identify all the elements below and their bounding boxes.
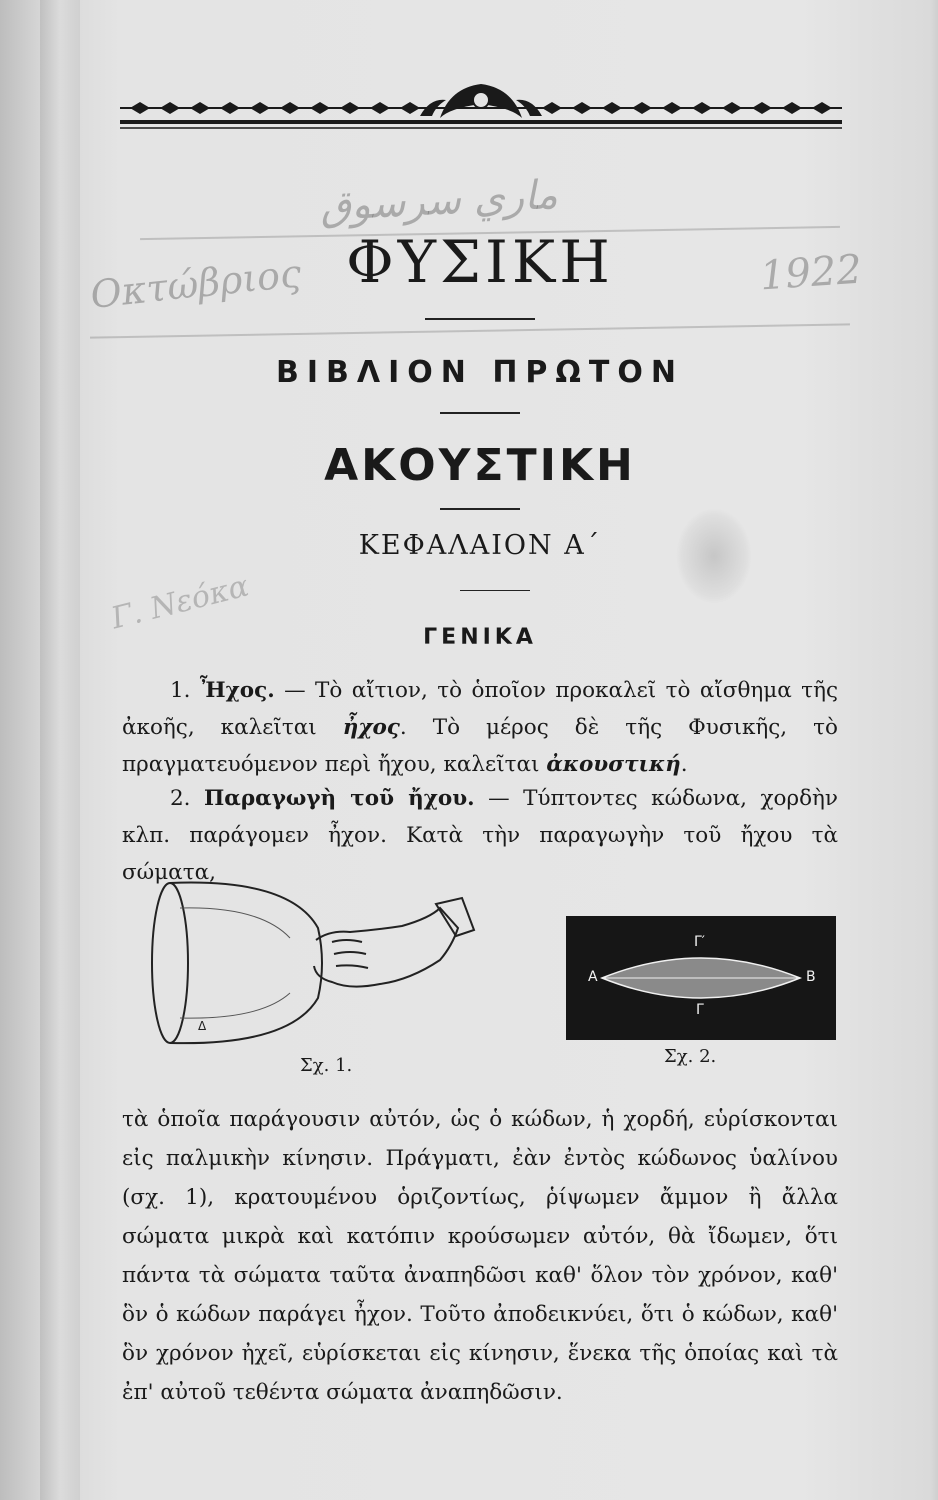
divider bbox=[440, 412, 520, 414]
paragraph-text: . Τὸ μέρος δὲ τῆς Φυσικῆς, τὸ πραγματευόμενον περὶ ἤχου, καλεῖται bbox=[122, 715, 838, 777]
figure-1-mark: Δ bbox=[198, 1019, 207, 1033]
divider bbox=[440, 508, 520, 510]
figure-2-string-diagram bbox=[566, 916, 836, 1040]
ornament-icon bbox=[120, 78, 842, 138]
book-part-title: ΒΙΒΛΙΟΝ ΠΡΩΤΟΝ bbox=[275, 355, 684, 390]
paragraph-text: — Τὸ αἴτιον, τὸ ὁποῖον προκαλεῖ τὸ αἴσθημα τῆς ἀκοῆς, καλεῖται bbox=[122, 678, 838, 740]
pencil-note-left: Οκτώβριος bbox=[88, 251, 304, 317]
paragraph-term: ἦχος bbox=[342, 715, 400, 740]
paragraph-3 bbox=[122, 1100, 838, 1412]
subsection-title: ΓΕΝΙΚΑ bbox=[423, 625, 537, 650]
paragraph-term: ἀκουστική bbox=[546, 752, 681, 777]
figure-2-label-bottom: Γ bbox=[696, 1002, 704, 1018]
paragraph-text: τὰ ὁποῖα παράγουσιν αὐτόν, ὡς ὁ κώδων, ἡ χορδή, εὑρίσκονται εἰς παλμικὴν κίνησιν. Πράγματι, ἐὰν ἐντὸς κώδωνος ὑαλίνου (σχ. 1), κρατουμένου ὁριζοντίως, ῥίψωμεν ἄμμον ἢ ἄλλα σώματα μικρὰ καὶ κατόπιν κρούσωμεν αὐτόν, θὰ ἴδωμεν, ὅτι πάντα τὰ σώματα ταῦτα ἀναπηδῶσι καθ' ὅλον τὸν χρόνον, καθ' ὃν ὁ κώδων παράγει ἦχον. Τοῦτο ἀποδεικνύει, ὅτι ὁ κώδων, καθ' ὃν χρόνον ἠχεῖ, εὑρίσκεται εἰς κίνησιν, ἕνεκα τῆς ὁποίας καὶ τὰ ἐπ' αὐτοῦ τεθέντα σώματα ἀναπηδῶσιν. bbox=[122, 1107, 838, 1405]
pencil-note-side: Γ. Νεόκα bbox=[107, 568, 253, 637]
figure-1-bell-illustration bbox=[140, 868, 480, 1048]
paragraph-term: Παραγωγὴ τοῦ ἤχου. bbox=[204, 786, 475, 811]
figure-1-caption: Σχ. 1. bbox=[300, 1055, 353, 1076]
page-spine-shadow bbox=[40, 0, 80, 1500]
figure-2-label-left: Α bbox=[588, 969, 598, 985]
divider bbox=[425, 318, 535, 320]
paragraph-number: 2. bbox=[170, 786, 191, 811]
paragraph-text: . bbox=[680, 752, 688, 777]
chapter-title: ΚΕΦΑΛΑΙΟΝ Α΄ bbox=[358, 530, 602, 561]
paragraph-1 bbox=[122, 672, 838, 783]
pencil-line bbox=[90, 323, 850, 338]
pencil-note-right: 1922 bbox=[758, 246, 864, 300]
figure-2-label-right: Β bbox=[806, 969, 816, 985]
divider bbox=[460, 590, 530, 591]
paragraph-number: 1. bbox=[170, 678, 191, 703]
book-title: ΦΥΣΙΚΗ bbox=[346, 228, 614, 296]
figure-2-label-top: Γ′ bbox=[694, 934, 705, 950]
paragraph-text: — Τύπτοντες κώδωνα, χορδὴν κλπ. παράγομεν ἦχον. Κατὰ τὴν παραγωγὴν τοῦ ἤχου τὰ σώματα, bbox=[122, 786, 838, 885]
figure-2-caption: Σχ. 2. bbox=[664, 1046, 717, 1067]
arabic-handwriting: ماري سرسوق bbox=[318, 171, 559, 231]
paragraph-term: Ἦχος. bbox=[199, 678, 275, 703]
section-title: ΑΚΟΥΣΤΙΚΗ bbox=[324, 440, 636, 491]
